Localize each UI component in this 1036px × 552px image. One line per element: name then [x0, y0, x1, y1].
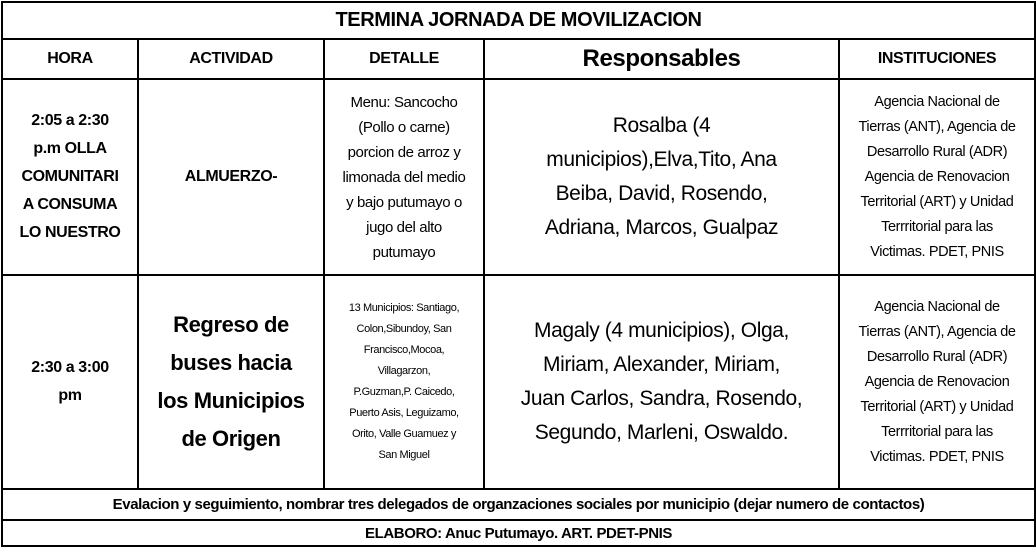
footer-elaboro: ELABORO: Anuc Putumayo. ART. PDET-PNIS	[2, 520, 1035, 546]
cell-actividad: Regreso de buses hacia los Municipios de Origen	[138, 275, 324, 489]
cell-hora: 2:05 a 2:30 p.m OLLA COMUNITARI A CONSUMA LO NUESTRO	[2, 79, 138, 275]
header-detalle: DETALLE	[324, 39, 484, 79]
document-title: TERMINA JORNADA DE MOVILIZACION	[2, 2, 1035, 39]
table-row	[2, 79, 1035, 275]
header-responsables: Responsables	[484, 39, 839, 79]
cell-instituciones: Agencia Nacional de Tierras (ANT), Agencia de Desarrollo Rural (ADR) Agencia de Renovacion Territorial (ART) y Unidad Terrritorial para las Victimas. PDET, PNIS	[839, 79, 1035, 275]
header-actividad: ACTIVIDAD	[138, 39, 324, 79]
cell-actividad: ALMUERZO-	[138, 79, 324, 275]
header-instituciones: INSTITUCIONES	[839, 39, 1035, 79]
schedule-table	[1, 1, 1036, 547]
cell-hora: 2:30 a 3:00 pm	[2, 275, 138, 489]
cell-detalle: Menu: Sancocho (Pollo o carne) porcion de arroz y limonada del medio y bajo putumayo o jugo del alto putumayo	[324, 79, 484, 275]
cell-detalle: 13 Municipios: Santiago, Colon,Sibundoy, San Francisco,Mocoa, Villagarzon, P.Guzman,P. Caicedo, Puerto Asis, Leguizamo, Orito, Valle Guamuez y San Miguel	[324, 275, 484, 489]
table-row	[2, 275, 1035, 489]
cell-responsables: Rosalba (4 municipios),Elva,Tito, Ana Beiba, David, Rosendo, Adriana, Marcos, Gualpaz	[484, 79, 839, 275]
cell-responsables: Magaly (4 municipios), Olga, Miriam, Alexander, Miriam, Juan Carlos, Sandra, Rosendo, Segundo, Marleni, Oswaldo.	[484, 275, 839, 489]
footer-note: Evalacion y seguimiento, nombrar tres delegados de organzaciones sociales por municipio (dejar numero de contactos)	[2, 489, 1035, 520]
cell-instituciones: Agencia Nacional de Tierras (ANT), Agencia de Desarrollo Rural (ADR) Agencia de Renovacion Territorial (ART) y Unidad Terrritorial para las Victimas. PDET, PNIS	[839, 275, 1035, 489]
header-hora: HORA	[2, 39, 138, 79]
